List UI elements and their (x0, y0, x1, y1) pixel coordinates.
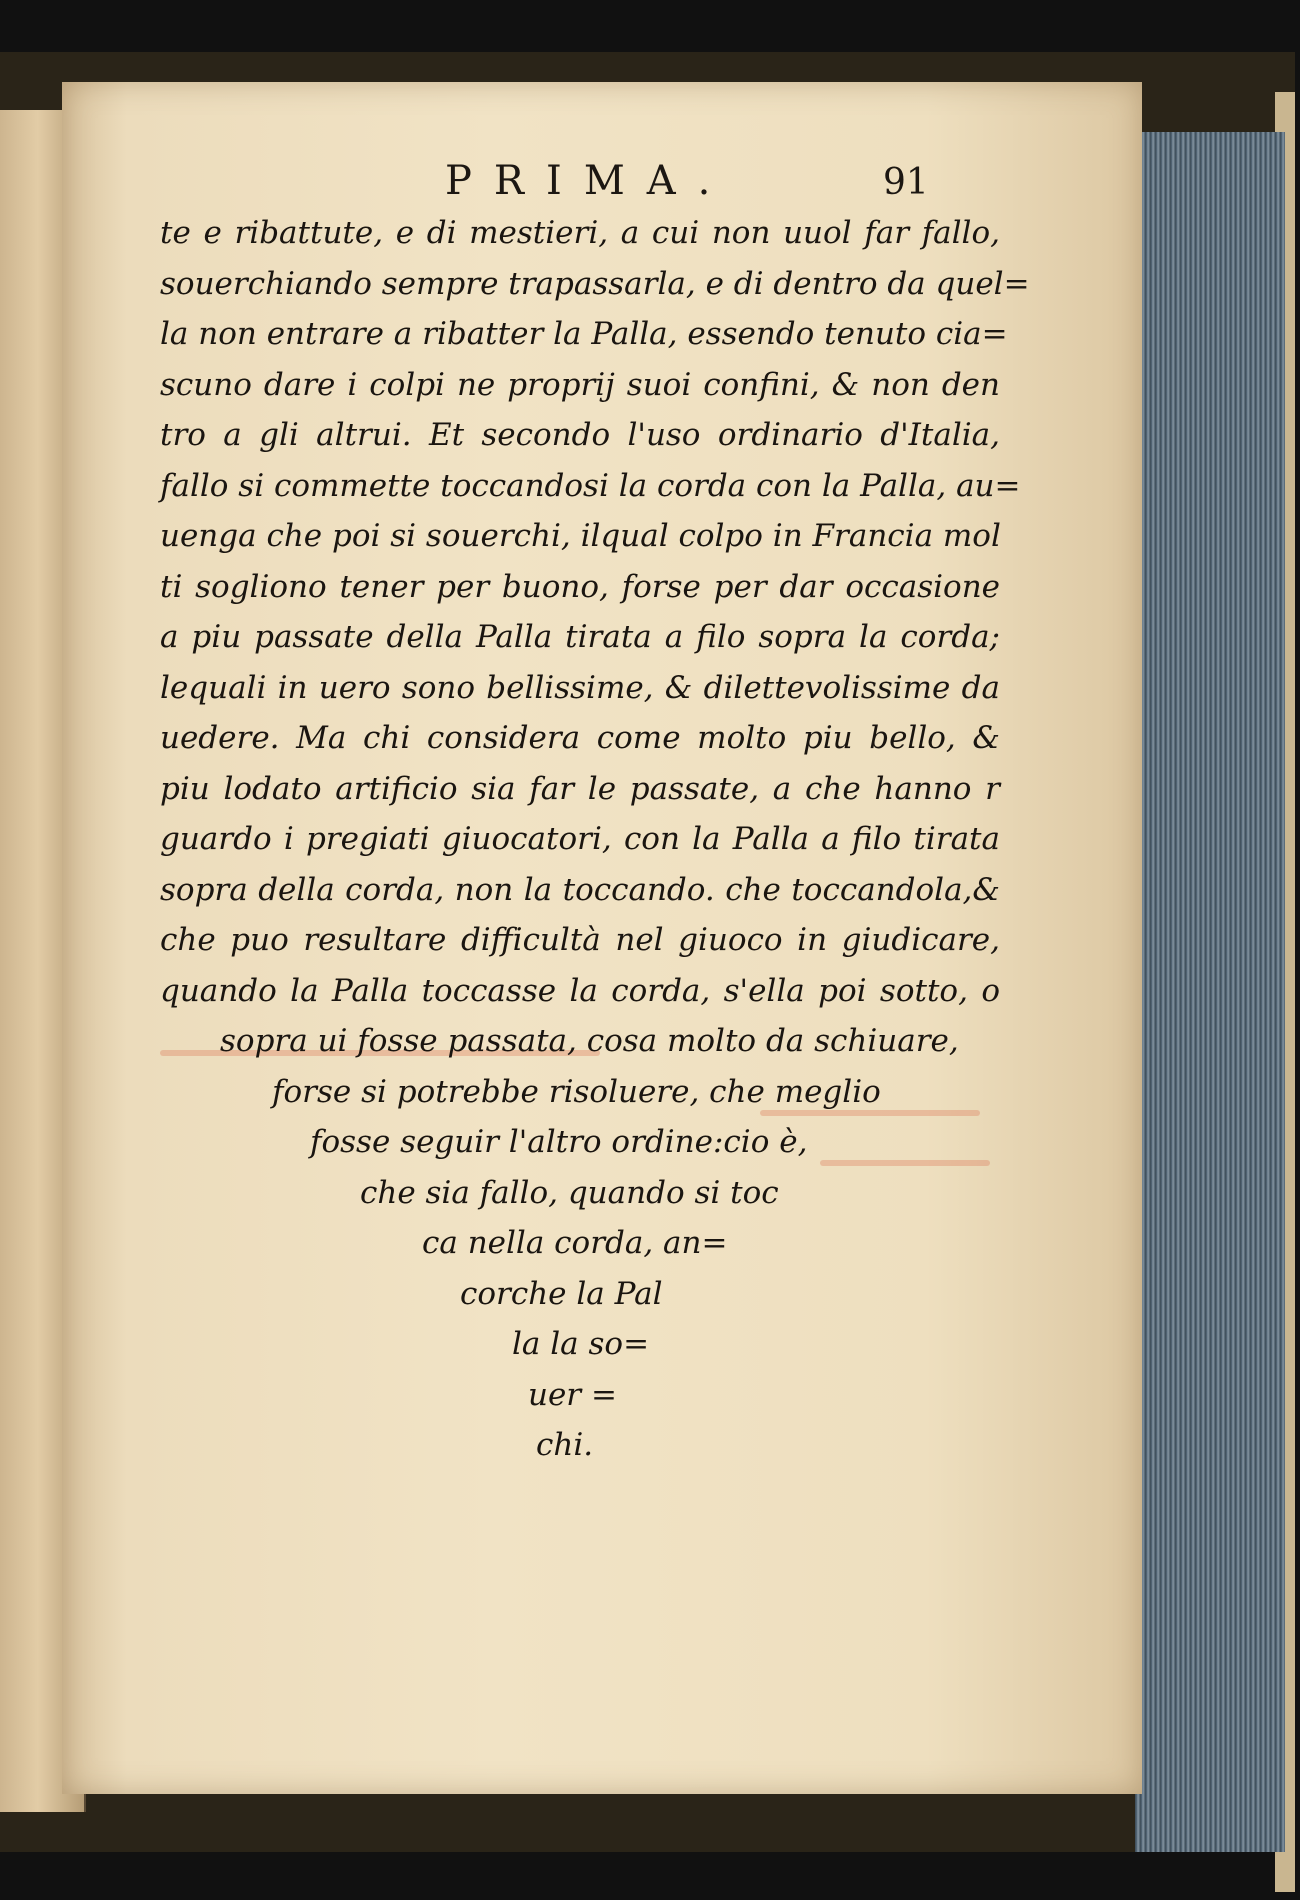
page-number: 91 (883, 162, 929, 203)
text-line: fosse seguir l'altro ordine:cio è, (310, 1124, 808, 1160)
text-line: scuno dare i colpi ne proprij suoi confini, & non den (160, 366, 1000, 403)
running-head: PRIMA. (445, 158, 733, 204)
text-line: uenga che poi si souerchi, ilqual colpo in Francia mol (160, 518, 1001, 554)
text-line: a piu passate della Palla tirata a filo sopra la corda; (160, 619, 1000, 655)
text-line: uedere. Ma chi considera come molto piu bello, & (160, 720, 1000, 756)
page-fore-edge (1135, 132, 1285, 1852)
text-line: uer = (528, 1376, 617, 1413)
text-line: lequali in uero sono bellissime, & dilettevolissime da (160, 669, 1000, 706)
text-line: forse si potrebbe risoluere, che meglio (272, 1073, 881, 1110)
text-line: guardo i pregiati giuocatori, con la Palla a filo tirata (160, 821, 1000, 857)
text-line: tro a gli altrui. Et secondo l'uso ordinario d'Italia, (160, 417, 1000, 453)
text-line: la non entrare a ribatter la Palla, essendo tenuto cia= (160, 316, 1008, 352)
text-line: ti sogliono tener per buono, forse per dar occasione (160, 568, 1000, 605)
page-header (0, 158, 1300, 208)
body-text (160, 208, 1030, 1471)
text-line: che sia fallo, quando si toc (360, 1174, 779, 1211)
text-line: te e ribattute, e di mestieri, a cui non uuol far fallo, (160, 215, 1000, 251)
text-line: sopra ui fosse passata, cosa molto da schiuare, (220, 1023, 959, 1059)
text-line: la la so= (512, 1326, 650, 1362)
text-line: piu lodato artificio sia far le passate, a che hanno r (160, 770, 1000, 807)
text-line: che puo resultare difficultà nel giuoco in giudicare, (160, 922, 1000, 958)
text-line: quando la Palla toccasse la corda, s'ella poi sotto, o (160, 972, 1000, 1009)
text-line: ca nella corda, an= (422, 1225, 728, 1261)
text-line: souerchiando sempre trapassarla, e di dentro da quel= (160, 265, 1030, 302)
text-line: chi. (536, 1427, 594, 1463)
text-line: corche la Pal (460, 1275, 663, 1312)
text-line: sopra della corda, non la toccando. che toccandola,& (160, 871, 1000, 908)
text-line: fallo si commette toccandosi la corda con la Palla, au= (160, 467, 1021, 504)
